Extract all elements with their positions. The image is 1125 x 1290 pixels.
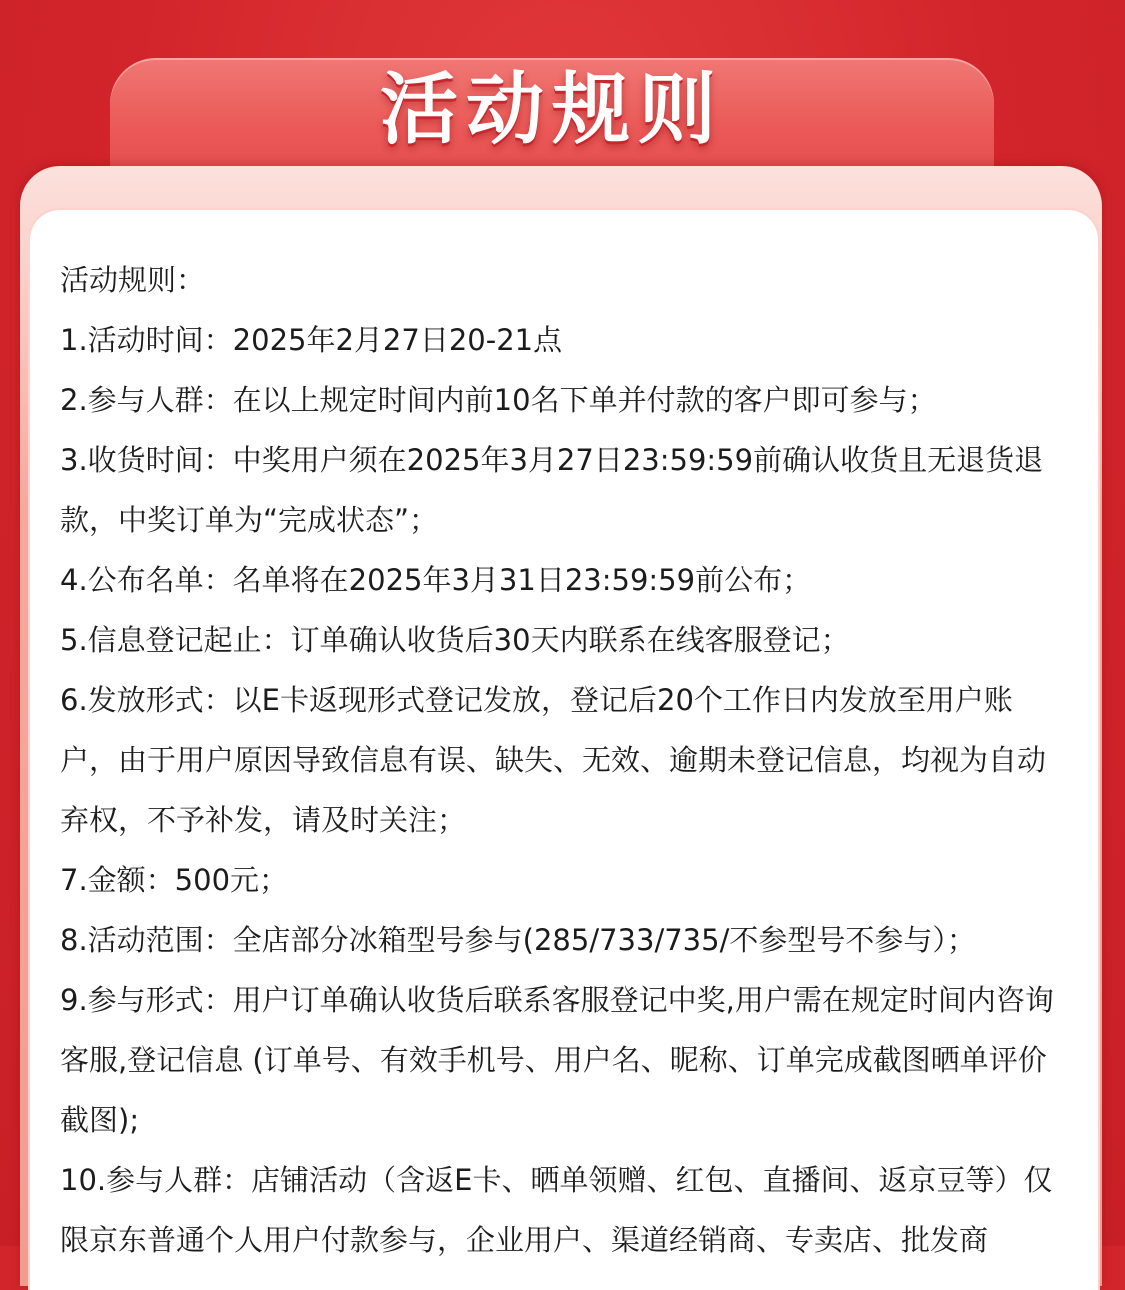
- page-title: 活动规则: [379, 65, 724, 155]
- rule-item-scope: 8.活动范围：全店部分冰箱型号参与(285/733/735/不参型号不参与）；: [60, 923, 976, 957]
- rule-item-participants: 2.参与人群：在以上规定时间内前10名下单并付款的客户即可参与；: [60, 383, 937, 417]
- rule-item-distribution-form: 6.发放形式：以E卡返现形式登记发放，登记后20个工作日内发放至用户账户，由于用户原因导致信息有误、缺失、无效、逾期未登记信息，均视为自动弃权，不予补发，请及时关注；: [60, 683, 1047, 837]
- rule-item-amount: 7.金额：500元；: [60, 863, 289, 897]
- rule-item-activity-time: 1.活动时间：2025年2月27日20-21点: [60, 323, 563, 357]
- rule-item-participation-form: 9.参与形式：用户订单确认收货后联系客服登记中奖,用户需在规定时间内咨询客服,登记信息 (订单号、有效手机号、用户名、昵称、订单完成截图晒单评价截图);: [60, 983, 1054, 1137]
- rule-item-eligible-users: 10.参与人群：店铺活动（含返E卡、晒单领赠、红包、直播间、返京豆等）仅限京东普通个人用户付款参与，企业用户、渠道经销商、专卖店、批发商: [60, 1163, 1053, 1257]
- rule-item-announce-list: 4.公布名单：名单将在2025年3月31日23:59:59前公布；: [60, 563, 812, 597]
- rule-item-receipt-time: 3.收货时间：中奖用户须在2025年3月27日23:59:59前确认收货且无退货退款，中奖订单为“完成状态”；: [60, 443, 1044, 537]
- rule-item-registration-period: 5.信息登记起止：订单确认收货后30天内联系在线客服登记；: [60, 623, 850, 657]
- rules-list: [60, 250, 1070, 1270]
- rules-heading: 活动规则：: [60, 263, 206, 297]
